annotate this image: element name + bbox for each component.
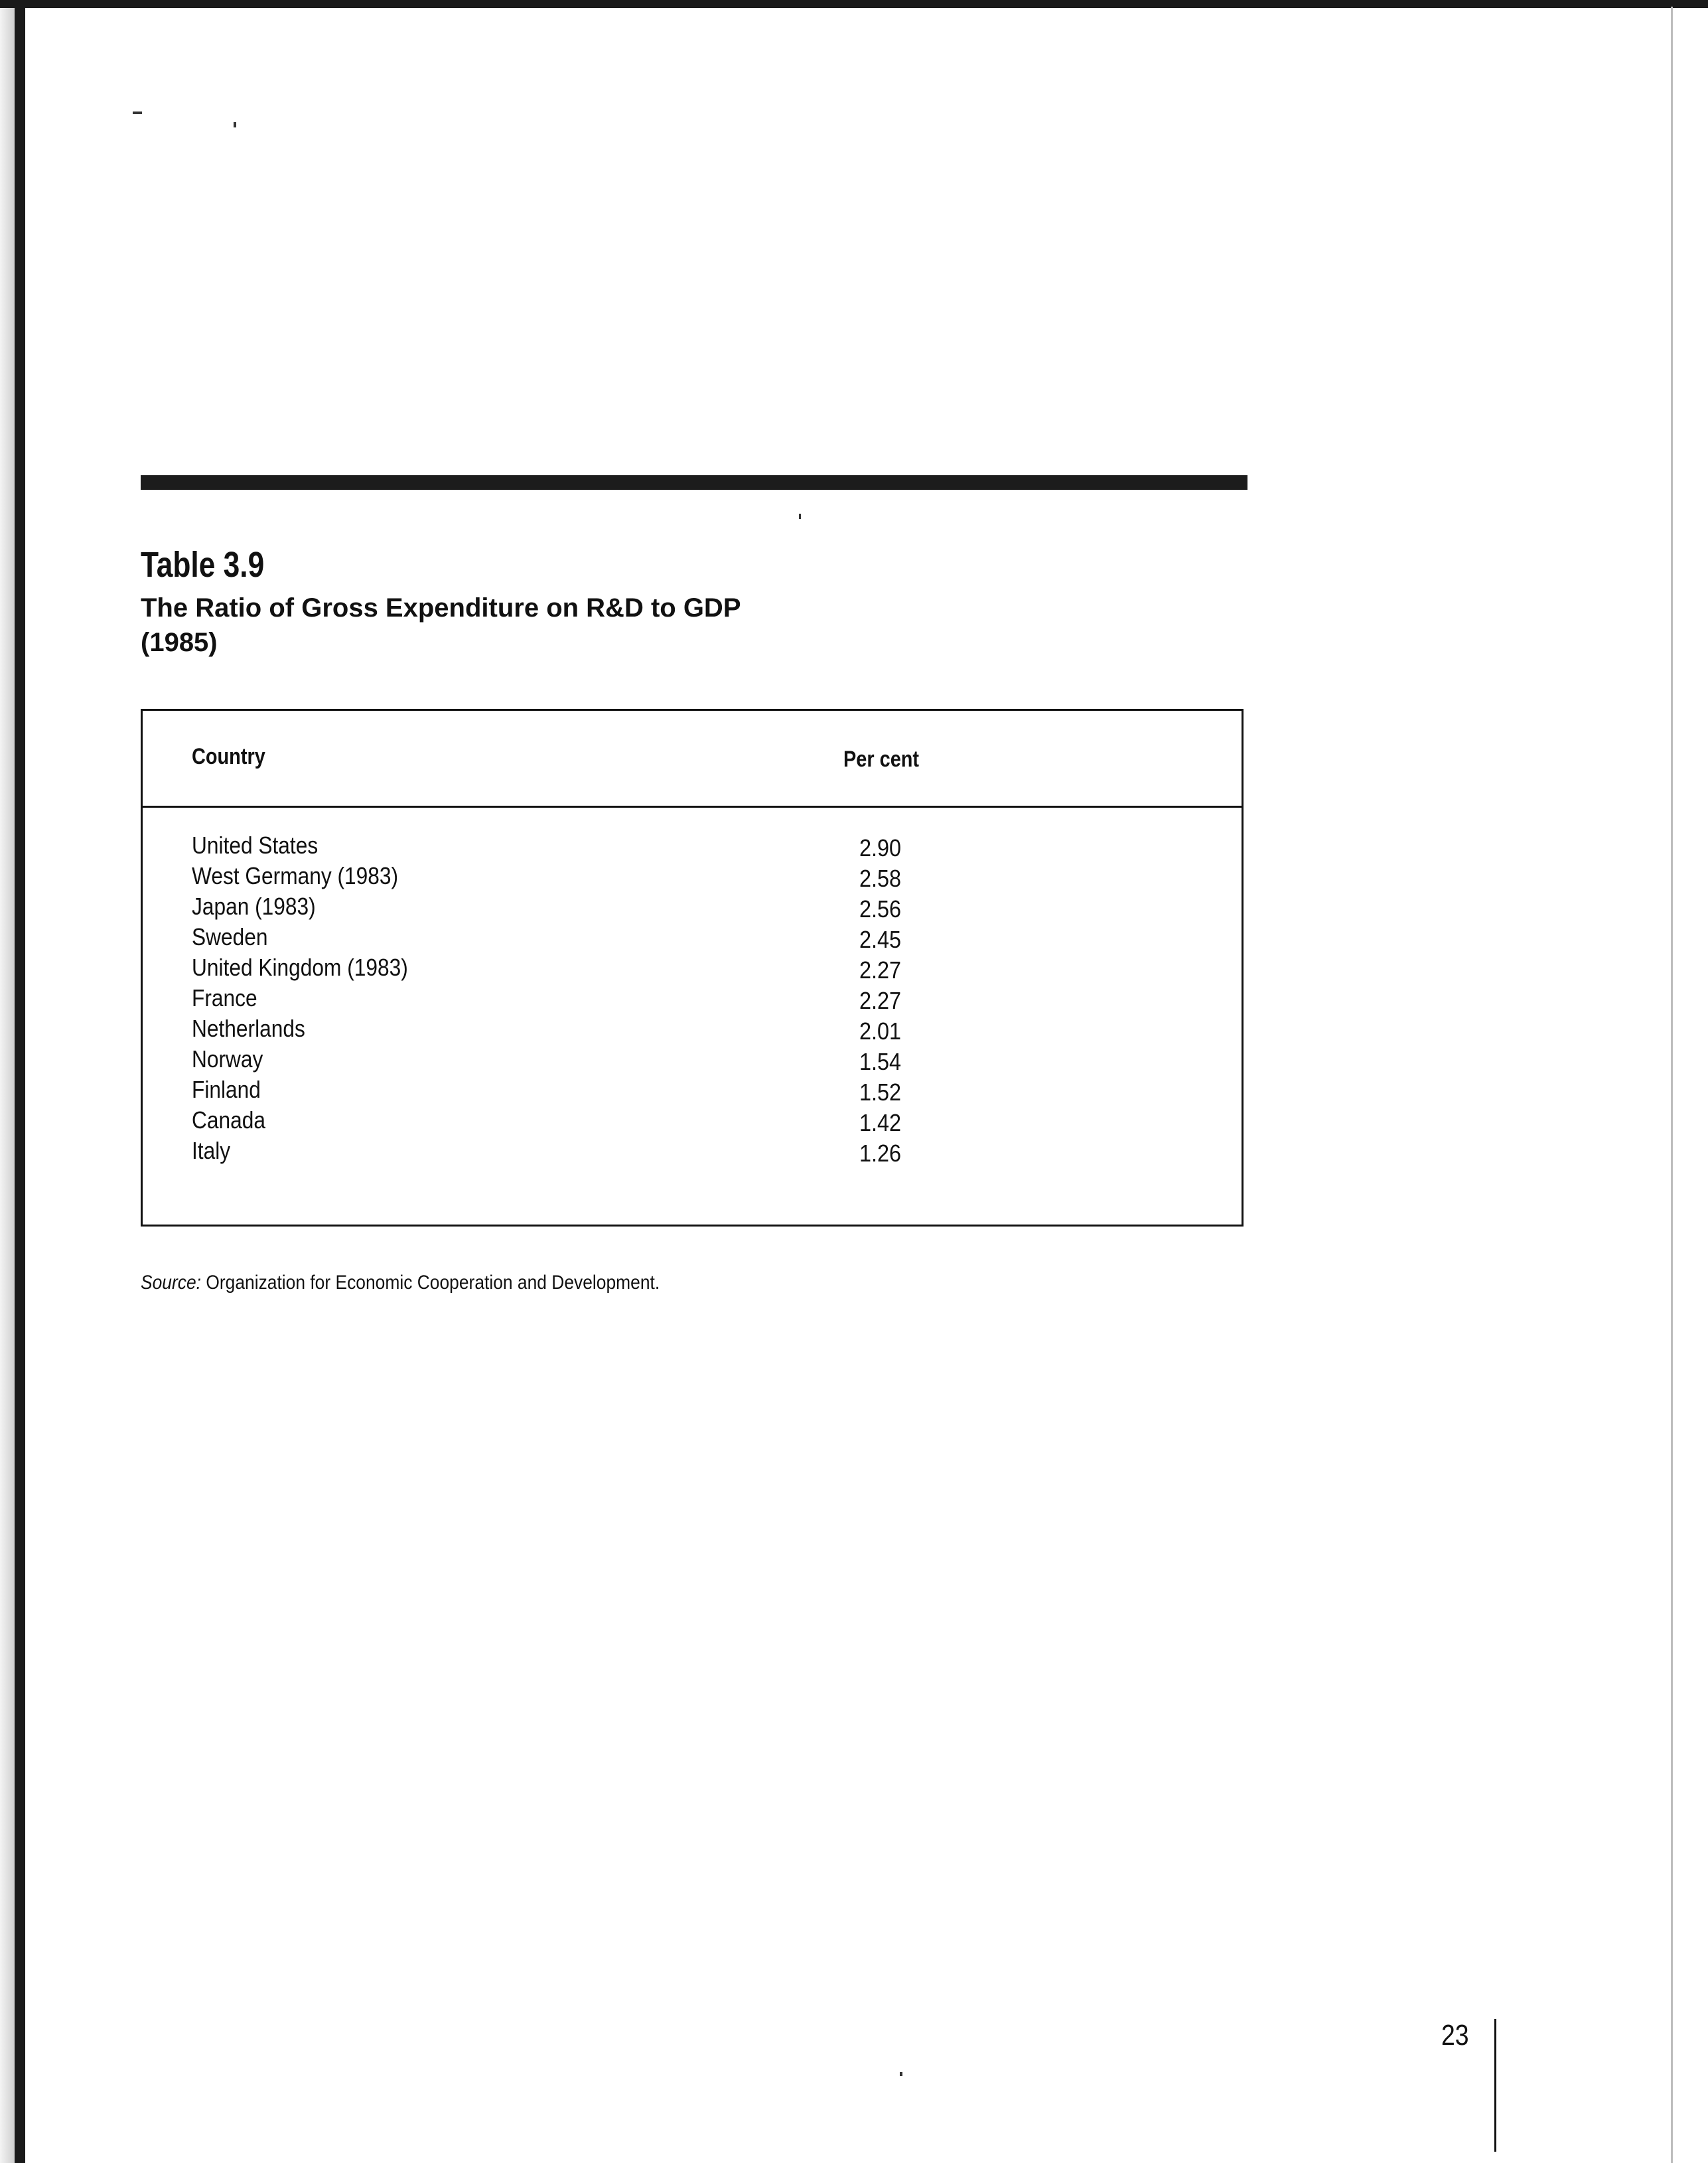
- percent-cell: 2.27: [859, 956, 902, 984]
- country-cell: Japan (1983): [192, 893, 316, 920]
- country-cell: France: [192, 984, 257, 1011]
- table-number: Table 3.9: [141, 545, 265, 585]
- percent-cell: 1.26: [859, 1140, 902, 1167]
- table-row: [143, 952, 1242, 983]
- source-label: Source:: [141, 1272, 201, 1294]
- country-cell: United Kingdom (1983): [192, 954, 408, 981]
- table-title: [141, 591, 741, 660]
- source-note: [141, 1272, 660, 1294]
- percent-cell: 1.54: [859, 1048, 902, 1075]
- percent-cell: 1.42: [859, 1109, 902, 1136]
- country-cell: Italy: [192, 1137, 231, 1164]
- table-row: [143, 922, 1242, 952]
- table-row: [143, 861, 1242, 891]
- country-cell: West Germany (1983): [192, 862, 399, 889]
- table-title-line1: The Ratio of Gross Expenditure on R&D to GDP: [141, 593, 741, 623]
- table-row: [143, 1075, 1242, 1105]
- page-edge-left: [15, 7, 25, 2163]
- percent-cell: 1.52: [859, 1079, 902, 1106]
- percent-cell: 2.90: [859, 834, 902, 861]
- country-cell: Sweden: [192, 923, 268, 950]
- page-number: 23: [1441, 2019, 1469, 2051]
- table-title-line2: (1985): [141, 628, 218, 657]
- table-row: [143, 1013, 1242, 1044]
- column-header-country: Country: [192, 744, 265, 769]
- table-header: [143, 711, 1242, 808]
- page-edge-shadow: [0, 0, 15, 2163]
- scan-speck: [900, 2072, 902, 2076]
- scan-speck: [234, 122, 236, 127]
- scan-speck: [799, 514, 801, 519]
- table-row: [143, 830, 1242, 861]
- percent-cell: 2.56: [859, 895, 902, 923]
- percent-cell: 2.27: [859, 987, 902, 1014]
- percent-cell: 2.58: [859, 865, 902, 892]
- column-header-percent: Per cent: [843, 747, 920, 772]
- source-text: Organization for Economic Cooperation and Development.: [206, 1272, 660, 1294]
- page-edge-top: [0, 0, 1708, 8]
- data-table: [141, 709, 1244, 1227]
- table-row: [143, 1136, 1242, 1166]
- country-cell: Norway: [192, 1045, 263, 1073]
- country-cell: Finland: [192, 1076, 261, 1103]
- percent-cell: 2.45: [859, 926, 902, 953]
- top-rule: [141, 475, 1247, 490]
- page-edge-right: [1671, 7, 1673, 2163]
- percent-cell: 2.01: [859, 1017, 902, 1045]
- table-row: [143, 891, 1242, 922]
- country-cell: Netherlands: [192, 1015, 305, 1042]
- page-number-rule: [1494, 2019, 1496, 2152]
- country-cell: United States: [192, 832, 319, 859]
- scan-speck: [133, 112, 142, 114]
- country-cell: Canada: [192, 1106, 265, 1134]
- table-row: [143, 983, 1242, 1013]
- table-body: [143, 830, 1242, 1166]
- table-row: [143, 1044, 1242, 1075]
- table-row: [143, 1105, 1242, 1136]
